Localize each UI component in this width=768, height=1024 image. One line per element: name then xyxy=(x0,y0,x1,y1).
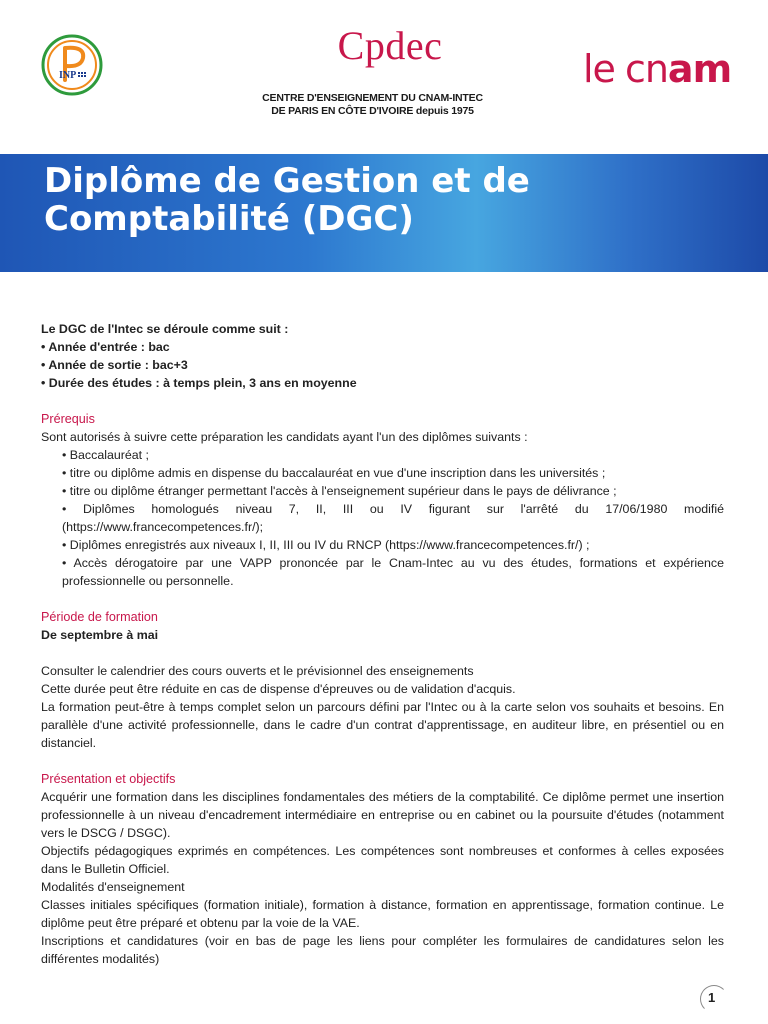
inp-logo-text: INP xyxy=(59,70,77,81)
section-title-prerequis: Prérequis xyxy=(41,412,95,426)
intro-line: • Année de sortie : bac+3 xyxy=(41,358,188,372)
cpdec-subtitle-line1: CENTRE D'ENSEIGNEMENT DU CNAM-INTEC xyxy=(262,92,483,104)
presentation-paragraph: Acquérir une formation dans les disciplines fondamentales des métiers de la comptabilité. Ce diplôme permet une insertion professionnelle à un niveau d'encadrement intermédiaire en entreprise ou en cabinet ou la poursuite d'études (notamment vers le DSCG / DSGC). xyxy=(41,790,724,840)
list-item: • Accès dérogatoire par une VAPP prononcée par le Cnam-Intec au vu des études, formations et expérience professionnelle ou personnelle. xyxy=(62,556,724,588)
intro-section xyxy=(41,320,724,392)
main-content xyxy=(41,320,724,968)
periode-paragraph: Cette durée peut être réduite en cas de dispense d'épreuves ou de validation d'acquis. xyxy=(41,682,516,696)
cpdec-subtitle xyxy=(250,92,495,118)
presentation-paragraph: Inscriptions et candidatures (voir en bas de page les liens pour compléter les formulaires de candidatures selon les différentes modalités) xyxy=(41,934,724,966)
prerequis-list xyxy=(41,446,724,590)
page-title-line2: Comptabilité (DGC) xyxy=(44,199,414,239)
cpdec-subtitle-line2: DE PARIS EN CÔTE D'IVOIRE depuis 1975 xyxy=(271,105,474,117)
section-title-periode: Période de formation xyxy=(41,610,158,624)
page-number: 1 xyxy=(708,990,716,1005)
periode-dates: De septembre à mai xyxy=(41,628,159,642)
list-item: • titre ou diplôme admis en dispense du baccalauréat en vue d'une inscription dans les universités ; xyxy=(62,466,606,480)
intro-line: • Durée des études : à temps plein, 3 ans en moyenne xyxy=(41,376,357,390)
list-item: • titre ou diplôme étranger permettant l'accès à l'enseignement supérieur dans le pays de délivrance ; xyxy=(62,484,617,498)
prerequis-lead: Sont autorisés à suivre cette préparation les candidats ayant l'un des diplômes suivants : xyxy=(41,430,528,444)
presentation-paragraph: Modalités d'enseignement xyxy=(41,880,185,894)
list-item: • Baccalauréat ; xyxy=(62,448,149,462)
list-item: • Diplômes enregistrés aux niveaux I, II, III ou IV du RNCP (https://www.francecompetences.fr/) ; xyxy=(62,538,590,552)
title-banner xyxy=(0,154,768,272)
periode-paragraph: La formation peut-être à temps complet selon un parcours défini par l'Intec ou à la carte selon vos souhaits et besoins. En parallèle d'une activité professionnelle, dans le cadre d'un contrat d'apprentissage, en auditeur libre, en présentiel ou en distanciel. xyxy=(41,700,724,750)
page-title xyxy=(44,162,744,238)
lecnam-cn: cn xyxy=(624,47,668,91)
page-title-line1: Diplôme de Gestion et de xyxy=(44,161,530,201)
lecnam-logo xyxy=(583,44,731,94)
page-header xyxy=(0,0,768,150)
presentation-paragraph: Objectifs pédagogiques exprimés en compétences. Les compétences sont nombreuses et conformes à celles exposées dans le Bulletin Officiel. xyxy=(41,844,724,876)
section-title-presentation: Présentation et objectifs xyxy=(41,772,176,786)
inp-logo xyxy=(41,34,103,96)
list-item: • Diplômes homologués niveau 7, II, III ou IV figurant sur l'arrêté du 17/06/1980 modifié (https://www.francecompetences.fr/); xyxy=(62,502,724,534)
intro-line: Le DGC de l'Intec se déroule comme suit : xyxy=(41,322,289,336)
cpdec-brand: Cpdec xyxy=(337,23,443,68)
lecnam-le: le xyxy=(583,47,615,91)
periode-paragraph: Consulter le calendrier des cours ouverts et le prévisionnel des enseignements xyxy=(41,664,474,678)
intro-line: • Année d'entrée : bac xyxy=(41,340,170,354)
lecnam-am: am xyxy=(667,47,732,91)
presentation-paragraph: Classes initiales spécifiques (formation initiale), formation à distance, formation en apprentissage, formation continue. Le diplôme peut être préparé et obtenu par la voie de la VAE. xyxy=(41,898,724,930)
